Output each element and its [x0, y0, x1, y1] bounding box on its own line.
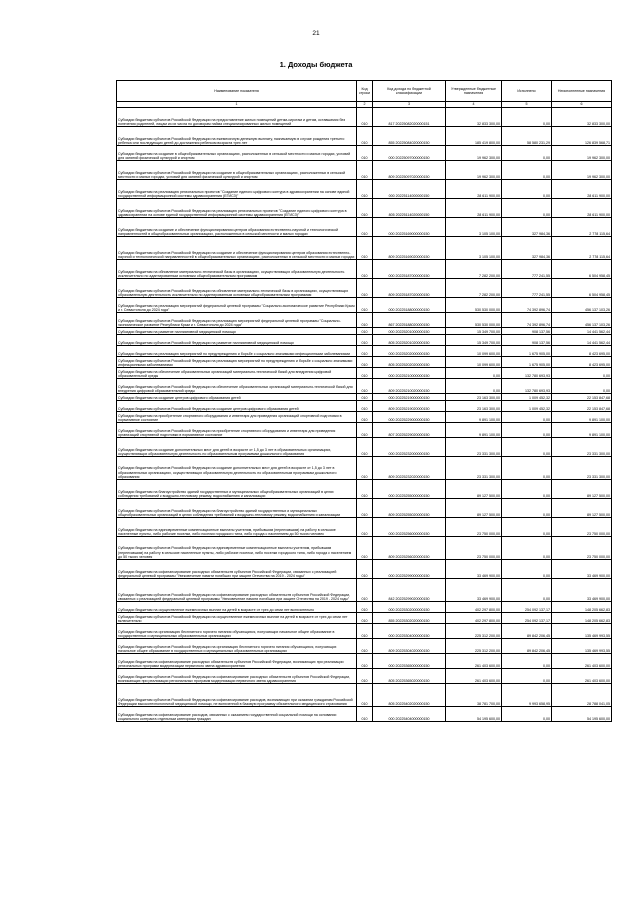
row-line-code: 010 — [357, 237, 373, 260]
row-revenue-code: 000 20225232000000150 — [373, 438, 446, 457]
column-index: 2 — [357, 102, 373, 108]
column-index: 3 — [373, 102, 446, 108]
table-row — [117, 624, 612, 639]
row-name: Субсидии бюджетам на реализацию региональных проектов "Создание единого цифрового контура в здравоохранении на основе единой государственной информационной системы здравоохранения (ЕГИСЗ)" — [117, 180, 357, 199]
row-executed: 0,00 — [502, 423, 552, 438]
row-executed: 0,00 — [502, 579, 552, 602]
row-line-code: 010 — [357, 684, 373, 707]
row-unexecuted: 19 962 300,00 — [552, 146, 612, 161]
row-line-code: 010 — [357, 357, 373, 368]
row-unexecuted: 148 205 662,83 — [552, 602, 612, 613]
row-name: Субсидии бюджетам на развитие паллиативной медицинской помощи — [117, 328, 357, 335]
row-line-code: 010 — [357, 313, 373, 328]
row-executed: 89 842 206,45 — [502, 624, 552, 639]
row-executed: 254 092 137,17 — [502, 613, 552, 624]
table-row — [117, 412, 612, 423]
row-name: Субсидии бюджетам субъектов Российской Федерации на благоустройство зданий государственных и муниципальных общеобразовательных организаций в целях соблюдения требований к воздушно-тепловому режиму, водоснабжению и канализации — [117, 499, 357, 518]
row-name: Субсидии бюджетам на создание и обеспечение функционирования центров образования естественно-научной и технологической направленностей в общеобразовательных организациях, расположенных в сельской местности и малых городах — [117, 218, 357, 237]
table-row — [117, 279, 612, 298]
row-revenue-code: 817 20225082020000151 — [373, 108, 446, 127]
row-name: Субсидии бюджетам субъектов Российской Федерации на осуществление ежемесячных выплат на детей в возрасте от трех до семи лет включительно — [117, 613, 357, 624]
row-name: Субсидии бюджетам субъектов Российской Федерации на создание дополнительных мест для детей в возрасте от 1,5 до 3 лет в образовательных организациях, осуществляющих образовательную деятельность по образовательным программам дошкольного образования — [117, 457, 357, 480]
row-revenue-code: 805 20225202020000150 — [373, 357, 446, 368]
row-executed: 0,00 — [502, 180, 552, 199]
row-executed: 0,00 — [502, 480, 552, 499]
row-executed: 254 092 137,17 — [502, 602, 552, 613]
row-line-code: 010 — [357, 127, 373, 146]
row-revenue-code: 809 20225097020000150 — [373, 161, 446, 180]
row-line-code: 010 — [357, 624, 373, 639]
row-name: Субсидии бюджетам на благоустройство зданий государственных и муниципальных общеобразовательных организаций в целях соблюдения требований к воздушно-тепловому режиму, водоснабжению и канализации — [117, 480, 357, 499]
row-revenue-code: 000 20225365000000150 — [373, 654, 446, 669]
row-approved: 23 750 000,00 — [446, 537, 502, 560]
row-unexecuted: 261 403 600,00 — [552, 654, 612, 669]
table-row — [117, 669, 612, 684]
row-executed: 132 780 693,93 — [502, 379, 552, 394]
table-row — [117, 394, 612, 401]
row-line-code: 010 — [357, 518, 373, 537]
row-approved: 23 163 300,00 — [446, 394, 502, 401]
row-line-code: 010 — [357, 438, 373, 457]
row-name: Субсидии бюджетам субъектов Российской Федерации на реализацию мероприятий федеральной целевой программы "Социально-экономическое развитие Республики Крым и г. Севастополя до 2024 года" — [117, 313, 357, 328]
row-name: Субсидии бюджетам на реализацию мероприятий по предупреждению и борьбе с социально значимыми инфекционными заболеваниями — [117, 346, 357, 357]
row-line-code: 010 — [357, 394, 373, 401]
table-row — [117, 199, 612, 218]
table-row — [117, 146, 612, 161]
row-unexecuted: 8 423 695,00 — [552, 346, 612, 357]
row-revenue-code: 805 20225365020000150 — [373, 669, 446, 684]
table-row — [117, 218, 612, 237]
row-executed: 777 241,55 — [502, 260, 552, 279]
row-executed: 132 780 693,93 — [502, 368, 552, 379]
row-name: Субсидии бюджетам на софинансирование расходных обязательств субъектов Российской Федерации, связанных с реализацией федеральной целевой программы "Увековечение памяти погибших при защите Отечества на 2019 - 2024 годы" — [117, 560, 357, 579]
row-name: Субсидии бюджетам на софинансирование расходов, связанных с оказанием государственной социальной помощи на основании социального контракта отдельным категориям граждан — [117, 707, 357, 722]
table-row — [117, 423, 612, 438]
row-revenue-code: 805 20225402020000150 — [373, 684, 446, 707]
row-line-code: 010 — [357, 108, 373, 127]
row-approved: 15 349 700,00 — [446, 328, 502, 335]
row-name: Субсидии бюджетам субъектов Российской Федерации на единовременные компенсационные выплаты учителям, прибывшим (переехавшим) на работу в сельские населенные пункты, либо рабочие поселки, либо поселки городского типа, либо города с населением до 50 тысяч человек — [117, 537, 357, 560]
row-line-code: 010 — [357, 602, 373, 613]
row-executed: 0,00 — [502, 412, 552, 423]
table-row — [117, 639, 612, 654]
row-revenue-code: 000 20225188000000150 — [373, 298, 446, 313]
row-unexecuted: 126 839 568,71 — [552, 127, 612, 146]
row-revenue-code: 867 20225188020000150 — [373, 313, 446, 328]
row-name: Субсидии бюджетам на софинансирование расходных обязательств субъектов Российской Федерации, возникающих при реализации региональных программ модернизации первичного звена здравоохранения — [117, 654, 357, 669]
row-unexecuted: 23 750 000,00 — [552, 518, 612, 537]
row-unexecuted: 148 205 662,83 — [552, 613, 612, 624]
header-revenue-code: Код дохода по бюджетной классификации — [373, 81, 446, 102]
row-unexecuted: 0,00 — [552, 368, 612, 379]
row-approved: 3 105 100,00 — [446, 218, 502, 237]
document-title: 1. Доходы бюджета — [279, 60, 353, 69]
header-unexecuted: Неисполненные назначения — [552, 81, 612, 102]
row-executed: 0,00 — [502, 560, 552, 579]
table-row — [117, 438, 612, 457]
row-name: Субсидии бюджетам на создание в общеобразовательных организациях, расположенных в сельской местности и малых городах, условий для занятий физической культурой и спортом — [117, 146, 357, 161]
table-row — [117, 357, 612, 368]
row-executed: 908 137,56 — [502, 335, 552, 346]
row-approved: 530 530 000,00 — [446, 313, 502, 328]
row-executed: 0,00 — [502, 537, 552, 560]
row-executed: 1 009 452,32 — [502, 401, 552, 412]
table-row — [117, 707, 612, 722]
row-revenue-code: 000 20225202000000150 — [373, 346, 446, 357]
row-executed: 58 580 231,29 — [502, 127, 552, 146]
row-name: Субсидии бюджетам субъектов Российской Федерации на развитие паллиативной медицинской помощи — [117, 335, 357, 346]
row-approved: 23 750 000,00 — [446, 518, 502, 537]
row-line-code: 010 — [357, 423, 373, 438]
table-row — [117, 161, 612, 180]
row-unexecuted: 89 127 500,00 — [552, 499, 612, 518]
row-line-code: 010 — [357, 335, 373, 346]
row-name: Субсидии бюджетам субъектов Российской Федерации на создание и обеспечение функционирования центров образования естественно-научной и технологической направленностей в общеобразовательных организациях, расположенных в сельской местности и малых городах — [117, 237, 357, 260]
row-line-code: 010 — [357, 161, 373, 180]
row-executed: 327 984,36 — [502, 237, 552, 260]
row-revenue-code: 805 20225201020000150 — [373, 335, 446, 346]
row-line-code: 010 — [357, 260, 373, 279]
row-revenue-code: 000 20225201000000150 — [373, 328, 446, 335]
row-revenue-code: 000 20225229000000150 — [373, 412, 446, 423]
table-row — [117, 654, 612, 669]
row-revenue-code: 000 20225187000000150 — [373, 260, 446, 279]
row-name: Субсидии бюджетам на реализацию мероприятий федеральной целевой программы "Социально-экономическое развитие Республики Крым и г. Севастополя до 2024 года" — [117, 298, 357, 313]
table-row — [117, 368, 612, 379]
row-approved: 23 331 300,00 — [446, 438, 502, 457]
row-unexecuted: 14 441 562,44 — [552, 328, 612, 335]
table-row — [117, 313, 612, 328]
row-approved: 19 962 300,00 — [446, 146, 502, 161]
row-line-code: 010 — [357, 401, 373, 412]
column-index: 1 — [117, 102, 357, 108]
row-unexecuted: 261 403 600,00 — [552, 669, 612, 684]
table-row — [117, 298, 612, 313]
row-executed: 908 137,56 — [502, 328, 552, 335]
row-approved: 23 331 300,00 — [446, 457, 502, 480]
row-revenue-code: 809 20225232020000150 — [373, 457, 446, 480]
row-line-code: 010 — [357, 669, 373, 684]
row-unexecuted: 54 195 600,00 — [552, 707, 612, 722]
row-unexecuted: 456 137 103,26 — [552, 298, 612, 313]
row-unexecuted: 135 469 993,55 — [552, 639, 612, 654]
row-name: Субсидии бюджетам субъектов Российской Федерации на предоставление жилых помещений детям-сиротам и детям, оставшимся без попечения родителей, лицам из их числа по договорам найма специализированных жилых помещений — [117, 108, 357, 127]
row-approved: 19 962 300,00 — [446, 161, 502, 180]
row-executed: 0,00 — [502, 669, 552, 684]
header-approved: Утвержденные бюджетные назначения — [446, 81, 502, 102]
row-line-code: 010 — [357, 298, 373, 313]
row-executed: 0,00 — [502, 199, 552, 218]
row-approved: 9 891 100,00 — [446, 412, 502, 423]
row-revenue-code: 000 20225169000000150 — [373, 218, 446, 237]
row-executed: 777 241,55 — [502, 279, 552, 298]
row-executed: 0,00 — [502, 161, 552, 180]
row-line-code: 010 — [357, 218, 373, 237]
table-row — [117, 127, 612, 146]
row-name: Субсидии бюджетам на обеспечение образовательных организаций материально-технической базой для внедрения цифровой образовательной среды — [117, 368, 357, 379]
row-unexecuted: 28 611 900,00 — [552, 199, 612, 218]
table-row — [117, 684, 612, 707]
row-name: Субсидии бюджетам субъектов Российской Федерации на реализацию региональных проектов "Создание единого цифрового контура в здравоохранении на основе единой государственной информационной системы здравоохранения (ЕГИСЗ)" — [117, 199, 357, 218]
table-row — [117, 579, 612, 602]
row-approved: 0,00 — [446, 368, 502, 379]
row-unexecuted: 9 891 100,00 — [552, 412, 612, 423]
row-unexecuted: 89 127 500,00 — [552, 480, 612, 499]
row-revenue-code: 809 20225169020000150 — [373, 237, 446, 260]
row-approved: 10 099 600,00 — [446, 346, 502, 357]
row-executed: 0,00 — [502, 108, 552, 127]
row-executed: 74 392 896,74 — [502, 313, 552, 328]
row-unexecuted: 2 778 115,64 — [552, 218, 612, 237]
row-revenue-code: 809 20225219020000150 — [373, 401, 446, 412]
row-name: Субсидии бюджетам субъектов Российской Федерации на реализацию мероприятий по предупреждению и борьбе с социально значимыми инфекционными заболеваниями — [117, 357, 357, 368]
row-unexecuted: 19 962 300,00 — [552, 161, 612, 180]
row-line-code: 010 — [357, 412, 373, 423]
row-name: Субсидии бюджетам субъектов Российской Федерации на создание в общеобразовательных организациях, расположенных в сельской местности и малых городах, условий для занятий физической культурой и спортом — [117, 161, 357, 180]
header-executed: Исполнено — [502, 81, 552, 102]
row-executed: 9 993 658,95 — [502, 684, 552, 707]
row-approved: 261 403 600,00 — [446, 669, 502, 684]
row-executed: 327 984,36 — [502, 218, 552, 237]
row-unexecuted: 23 331 300,00 — [552, 457, 612, 480]
row-approved: 15 349 700,00 — [446, 335, 502, 346]
row-approved: 32 833 300,00 — [446, 108, 502, 127]
row-executed: 0,00 — [502, 654, 552, 669]
row-approved: 89 127 500,00 — [446, 499, 502, 518]
row-unexecuted: 22 153 847,68 — [552, 401, 612, 412]
row-unexecuted: 14 441 562,44 — [552, 335, 612, 346]
row-name: Субсидии бюджетам на обновление материально-технической базы в организациях, осуществляющих образовательную деятельность исключительно по адаптированным основным общеобразовательным программам — [117, 260, 357, 279]
row-revenue-code: 807 20225229020000150 — [373, 423, 446, 438]
row-name: Субсидии бюджетам на создание дополнительных мест для детей в возрасте от 1,5 до 3 лет в образовательных организациях, осуществляющих образовательную деятельность по образовательным программам дошкольного образования — [117, 438, 357, 457]
table-row — [117, 613, 612, 624]
row-executed: 89 842 206,45 — [502, 639, 552, 654]
row-approved: 10 099 600,00 — [446, 357, 502, 368]
row-approved: 33 469 900,00 — [446, 560, 502, 579]
row-unexecuted: 0,00 — [552, 379, 612, 394]
row-name: Субсидии бюджетам субъектов Российской Федерации на ежемесячную денежную выплату, назначаемую в случае рождения третьего ребенка или последующих детей до достижения ребенком возраста трех лет — [117, 127, 357, 146]
row-executed: 0,00 — [502, 707, 552, 722]
row-unexecuted: 2 778 115,64 — [552, 237, 612, 260]
row-approved: 225 312 200,00 — [446, 639, 502, 654]
row-name: Субсидии бюджетам субъектов Российской Федерации на создание центров цифрового образования детей — [117, 401, 357, 412]
row-executed: 1 009 452,32 — [502, 394, 552, 401]
row-line-code: 010 — [357, 279, 373, 298]
row-line-code: 010 — [357, 457, 373, 480]
row-line-code: 010 — [357, 537, 373, 560]
row-revenue-code: 000 20225299000000150 — [373, 560, 446, 579]
row-executed: 1 675 905,00 — [502, 346, 552, 357]
row-line-code: 010 — [357, 346, 373, 357]
row-executed: 0,00 — [502, 438, 552, 457]
row-approved: 33 469 900,00 — [446, 579, 502, 602]
row-executed: 0,00 — [502, 146, 552, 161]
row-line-code: 010 — [357, 199, 373, 218]
row-name: Субсидии бюджетам на организацию бесплатного горячего питания обучающихся, получающих начальное общее образование в государственных и муниципальных образовательных организациях — [117, 624, 357, 639]
table-row — [117, 328, 612, 335]
row-revenue-code: 000 20225404000000150 — [373, 707, 446, 722]
row-revenue-code: 855 20225084020000150 — [373, 127, 446, 146]
row-line-code: 010 — [357, 328, 373, 335]
row-approved: 185 419 800,00 — [446, 127, 502, 146]
row-approved: 0,00 — [446, 379, 502, 394]
row-name: Субсидии бюджетам на единовременные компенсационные выплаты учителям, прибывшим (переехавшим) на работу в сельские населенные пункты, либо рабочие поселки, либо поселки городского типа, либо города с населением до 50 тысяч человек — [117, 518, 357, 537]
row-name: Субсидии бюджетам субъектов Российской Федерации на софинансирование расходных обязательств субъектов Российской Федерации, связанных с реализацией федеральной целевой программы "Увековечение памяти погибших при защите Отечества на 2019 - 2024 годы" — [117, 579, 357, 602]
row-approved: 54 195 600,00 — [446, 707, 502, 722]
table-row — [117, 335, 612, 346]
row-approved: 402 297 800,00 — [446, 602, 502, 613]
row-name: Субсидии бюджетам субъектов Российской Федерации на приобретение спортивного оборудования и инвентаря для приведения организаций спортивной подготовки в нормативное состояние — [117, 423, 357, 438]
row-unexecuted: 22 153 847,68 — [552, 394, 612, 401]
row-revenue-code: 000 20225097000000150 — [373, 146, 446, 161]
row-name: Субсидии бюджетам на приобретение спортивного оборудования и инвентаря для приведения организаций спортивной подготовки в нормативное состояние — [117, 412, 357, 423]
row-line-code: 010 — [357, 613, 373, 624]
row-executed: 0,00 — [502, 499, 552, 518]
row-unexecuted: 9 891 100,00 — [552, 423, 612, 438]
table-row — [117, 346, 612, 357]
row-line-code: 010 — [357, 499, 373, 518]
row-revenue-code: 842 20225299020000150 — [373, 579, 446, 602]
table-row — [117, 560, 612, 579]
table-row — [117, 237, 612, 260]
row-executed: 74 392 896,74 — [502, 298, 552, 313]
row-approved: 23 163 300,00 — [446, 401, 502, 412]
table-row — [117, 379, 612, 394]
row-line-code: 010 — [357, 707, 373, 722]
row-approved: 38 781 700,00 — [446, 684, 502, 707]
row-name: Субсидии бюджетам на создание центров цифрового образования детей — [117, 394, 357, 401]
table-row — [117, 518, 612, 537]
row-unexecuted: 6 504 958,45 — [552, 279, 612, 298]
row-line-code: 010 — [357, 639, 373, 654]
table-row — [117, 480, 612, 499]
row-line-code: 010 — [357, 480, 373, 499]
row-line-code: 010 — [357, 579, 373, 602]
row-unexecuted: 456 137 103,26 — [552, 313, 612, 328]
row-revenue-code: 809 20225187020000150 — [373, 279, 446, 298]
row-unexecuted: 135 469 993,55 — [552, 624, 612, 639]
row-unexecuted: 6 504 958,45 — [552, 260, 612, 279]
table-row — [117, 260, 612, 279]
row-name: Субсидии бюджетам субъектов Российской Федерации на софинансирование расходов, возникающих при оказании гражданам Российской Федерации высокотехнологичной медицинской помощи, не включенной в базовую программу обязательного медицинского страхования — [117, 684, 357, 707]
row-line-code: 010 — [357, 654, 373, 669]
row-revenue-code: 809 20225256020000150 — [373, 537, 446, 560]
row-name: Субсидии бюджетам субъектов Российской Федерации на обновление материально-технической базы в организациях, осуществляющих образовательную деятельность исключительно по адаптированным основным общеобразовательным программам — [117, 279, 357, 298]
row-line-code: 010 — [357, 379, 373, 394]
budget-revenue-table — [116, 80, 612, 722]
row-approved: 28 611 900,00 — [446, 199, 502, 218]
row-revenue-code: 809 20225210020000150 — [373, 379, 446, 394]
row-unexecuted: 28 611 900,00 — [552, 180, 612, 199]
row-revenue-code: 000 20225256000000150 — [373, 518, 446, 537]
table-row — [117, 537, 612, 560]
row-unexecuted: 23 750 000,00 — [552, 537, 612, 560]
row-revenue-code: 000 20225304000000150 — [373, 624, 446, 639]
row-approved: 7 282 200,00 — [446, 279, 502, 298]
row-revenue-code: 855 20225302020000150 — [373, 613, 446, 624]
row-revenue-code: 000 20225255000000150 — [373, 480, 446, 499]
row-executed: 1 675 905,00 — [502, 357, 552, 368]
row-executed: 0,00 — [502, 457, 552, 480]
header-line-code: Код строки — [357, 81, 373, 102]
row-revenue-code: 000 20225114000000150 — [373, 180, 446, 199]
row-unexecuted: 33 469 900,00 — [552, 579, 612, 602]
row-unexecuted: 8 423 695,00 — [552, 357, 612, 368]
row-unexecuted: 33 469 900,00 — [552, 560, 612, 579]
table-header-row — [117, 81, 612, 102]
row-revenue-code: 809 20225255020000150 — [373, 499, 446, 518]
row-name: Субсидии бюджетам на осуществление ежемесячных выплат на детей в возрасте от трех до семи лет включительно — [117, 602, 357, 613]
row-revenue-code: 805 20225114020000150 — [373, 199, 446, 218]
row-line-code: 010 — [357, 146, 373, 161]
row-approved: 9 891 100,00 — [446, 423, 502, 438]
table-row — [117, 108, 612, 127]
row-revenue-code: 000 20225302000000150 — [373, 602, 446, 613]
row-unexecuted: 23 331 300,00 — [552, 438, 612, 457]
column-index: 4 — [446, 102, 502, 108]
column-index: 6 — [552, 102, 612, 108]
row-line-code: 010 — [357, 180, 373, 199]
row-name: Субсидии бюджетам субъектов Российской Федерации на софинансирование расходных обязательств субъектов Российской Федерации, возникающих при реализации региональных программ модернизации первичного звена здравоохранения — [117, 669, 357, 684]
row-name: Субсидии бюджетам субъектов Российской Федерации на обеспечение образовательных организаций материально-технической базой для внедрения цифровой образовательной среды — [117, 379, 357, 394]
row-approved: 225 312 200,00 — [446, 624, 502, 639]
row-name: Субсидии бюджетам субъектов Российской Федерации на организацию бесплатного горячего питания обучающихся, получающих начальное общее образование в государственных и муниципальных образовательных организациях — [117, 639, 357, 654]
table-row — [117, 180, 612, 199]
row-revenue-code: 000 20225210000000150 — [373, 368, 446, 379]
row-approved: 530 530 000,00 — [446, 298, 502, 313]
row-revenue-code: 000 20225219000000150 — [373, 394, 446, 401]
row-approved: 402 297 800,00 — [446, 613, 502, 624]
page-number: 21 — [312, 30, 320, 37]
row-revenue-code: 809 20225304020000150 — [373, 639, 446, 654]
header-indicator-name: Наименование показателя — [117, 81, 357, 102]
row-approved: 89 127 500,00 — [446, 480, 502, 499]
row-approved: 3 105 100,00 — [446, 237, 502, 260]
row-approved: 28 611 900,00 — [446, 180, 502, 199]
row-approved: 7 282 200,00 — [446, 260, 502, 279]
row-approved: 261 403 600,00 — [446, 654, 502, 669]
table-row — [117, 602, 612, 613]
row-unexecuted: 32 833 300,00 — [552, 108, 612, 127]
table-row — [117, 457, 612, 480]
column-index: 5 — [502, 102, 552, 108]
row-unexecuted: 28 788 041,05 — [552, 684, 612, 707]
row-line-code: 010 — [357, 368, 373, 379]
row-executed: 0,00 — [502, 518, 552, 537]
table-row — [117, 499, 612, 518]
table-row — [117, 401, 612, 412]
row-line-code: 010 — [357, 560, 373, 579]
